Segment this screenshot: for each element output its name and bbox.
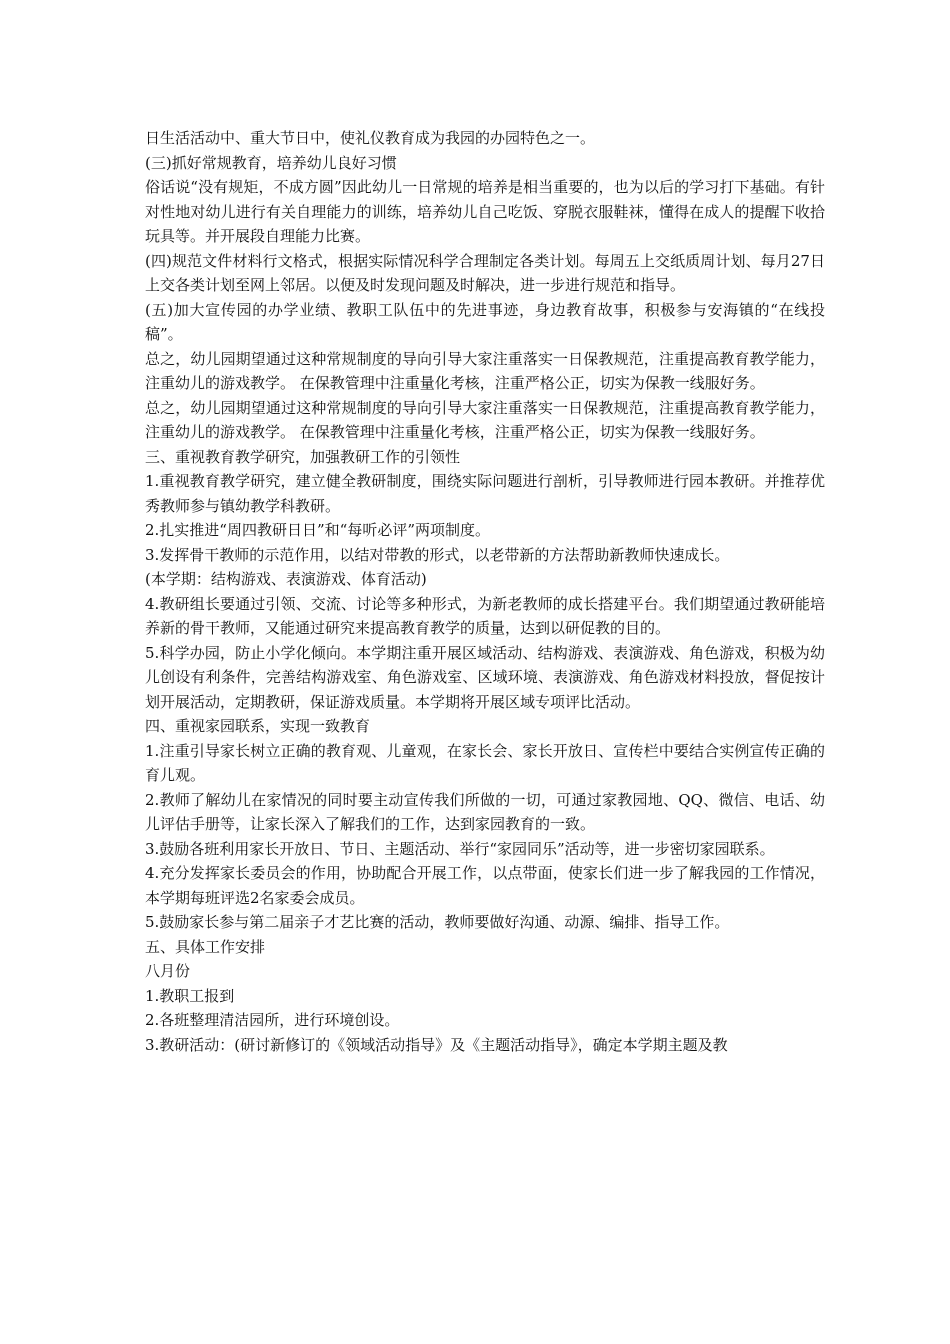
list-item: 3.教研活动：(研讨新修订的《领域活动指导》及《主题活动指导》，确定本学期主题及教 xyxy=(145,1035,728,1054)
list-item: 5.鼓励家长参与第二届亲子才艺比赛的活动，教师要做好沟通、动源、编排、指导工作。 xyxy=(145,913,730,931)
chapter-heading-5: 五、具体工作安排 xyxy=(145,937,266,956)
summary-paragraph-1: 总之，幼儿园期望通过这种常规制度的导向引导大家注重落实一日保教规范，注重提高教育教学能力，注重幼儿的游戏教学。 在保教管理中注重量化考核，注重严格公正，切实为保教一线服好务。 xyxy=(145,349,825,392)
section-heading-3: (三)抓好常规教育，培养幼儿良好习惯 xyxy=(145,153,397,172)
body-paragraph-3: (四)规范文件材料行文格式，根据实际情况科学合理制定各类计划。每周五上交纸质周计划、每月27日上交各类计划至网上邻居。以便及时发现问题及时解决，进一步进行规范和指导。 xyxy=(145,251,825,294)
list-item: 1.教职工报到 xyxy=(145,986,235,1005)
list-item: 3.鼓励各班利用家长开放日、节日、主题活动、举行“家园同乐”活动等，进一步密切家园联系。 xyxy=(145,839,775,858)
list-item: 5.科学办园，防止小学化倾向。本学期注重开展区域活动、结构游戏、表演游戏、角色游戏，积极为幼儿创设有利条件，完善结构游戏室、角色游戏室、区域环境、表演游戏、角色游戏材料投放，督促按计划开展活动，定期教研，保证游戏质量。本学期将开展区域专项评比活动。 xyxy=(145,643,825,711)
list-item: 3.发挥骨干教师的示范作用，以结对带教的形式，以老带新的方法帮助新教师快速成长。 xyxy=(145,545,730,564)
list-item: 4.教研组长要通过引领、交流、讨论等多种形式，为新老教师的成长搭建平台。我们期望通过教研能培养新的骨干教师，又能通过研究来提高教育教学的质量，达到以研促教的目的。 xyxy=(145,594,825,637)
list-item: 1.重视教育教学研究，建立健全教研制度，围绕实际问题进行剖析，引导教师进行园本教研。并推荐优秀教师参与镇幼教学科教研。 xyxy=(145,472,825,515)
chapter-heading-3: 三、重视教育教学研究，加强教研工作的引领性 xyxy=(145,447,461,466)
document-body xyxy=(145,126,825,1057)
list-item-note: (本学期：结构游戏、表演游戏、体育活动) xyxy=(145,570,427,588)
list-item: 4.充分发挥家长委员会的作用，协助配合开展工作，以点带面，使家长们进一步了解我园的工作情况，本学期每班评选2名家委会成员。 xyxy=(145,864,825,907)
list-item: 2.各班整理清洁园所，进行环境创设。 xyxy=(145,1011,400,1029)
list-item: 1.注重引导家长树立正确的教育观、儿童观，在家长会、家长开放日、宣传栏中要结合实例宣传正确的育儿观。 xyxy=(145,741,825,784)
summary-paragraph-2: 总之，幼儿园期望通过这种常规制度的导向引导大家注重落实一日保教规范，注重提高教育教学能力，注重幼儿的游戏教学。 在保教管理中注重量化考核，注重严格公正，切实为保教一线服好务。 xyxy=(145,398,825,441)
body-paragraph-2: 俗话说“没有规矩，不成方圆”因此幼儿一日常规的培养是相当重要的，也为以后的学习打下基础。有针对性地对幼儿进行有关自理能力的训练，培养幼儿自己吃饭、穿脱衣服鞋袜，懂得在成人的提醒下收拾玩具等。并开展段自理能力比赛。 xyxy=(145,178,825,245)
month-heading: 八月份 xyxy=(145,962,191,980)
body-paragraph-4: (五)加大宣传园的办学业绩、教职工队伍中的先进事迹，身边教育故事，积极参与安海镇的“在线投稿”。 xyxy=(145,300,825,343)
list-item: 2.教师了解幼儿在家情况的同时要主动宣传我们所做的一切，可通过家教园地、QQ、微信、电话、幼儿评估手册等，让家长深入了解我们的工作，达到家园教育的一致。 xyxy=(145,790,825,833)
body-paragraph-1: 日生活活动中、重大节日中，使礼仪教育成为我园的办园特色之一。 xyxy=(145,129,596,147)
chapter-heading-4: 四、重视家园联系，实现一致教育 xyxy=(145,717,371,735)
list-item: 2.扎实推进“周四教研日日”和“每听必评”两项制度。 xyxy=(145,521,490,539)
